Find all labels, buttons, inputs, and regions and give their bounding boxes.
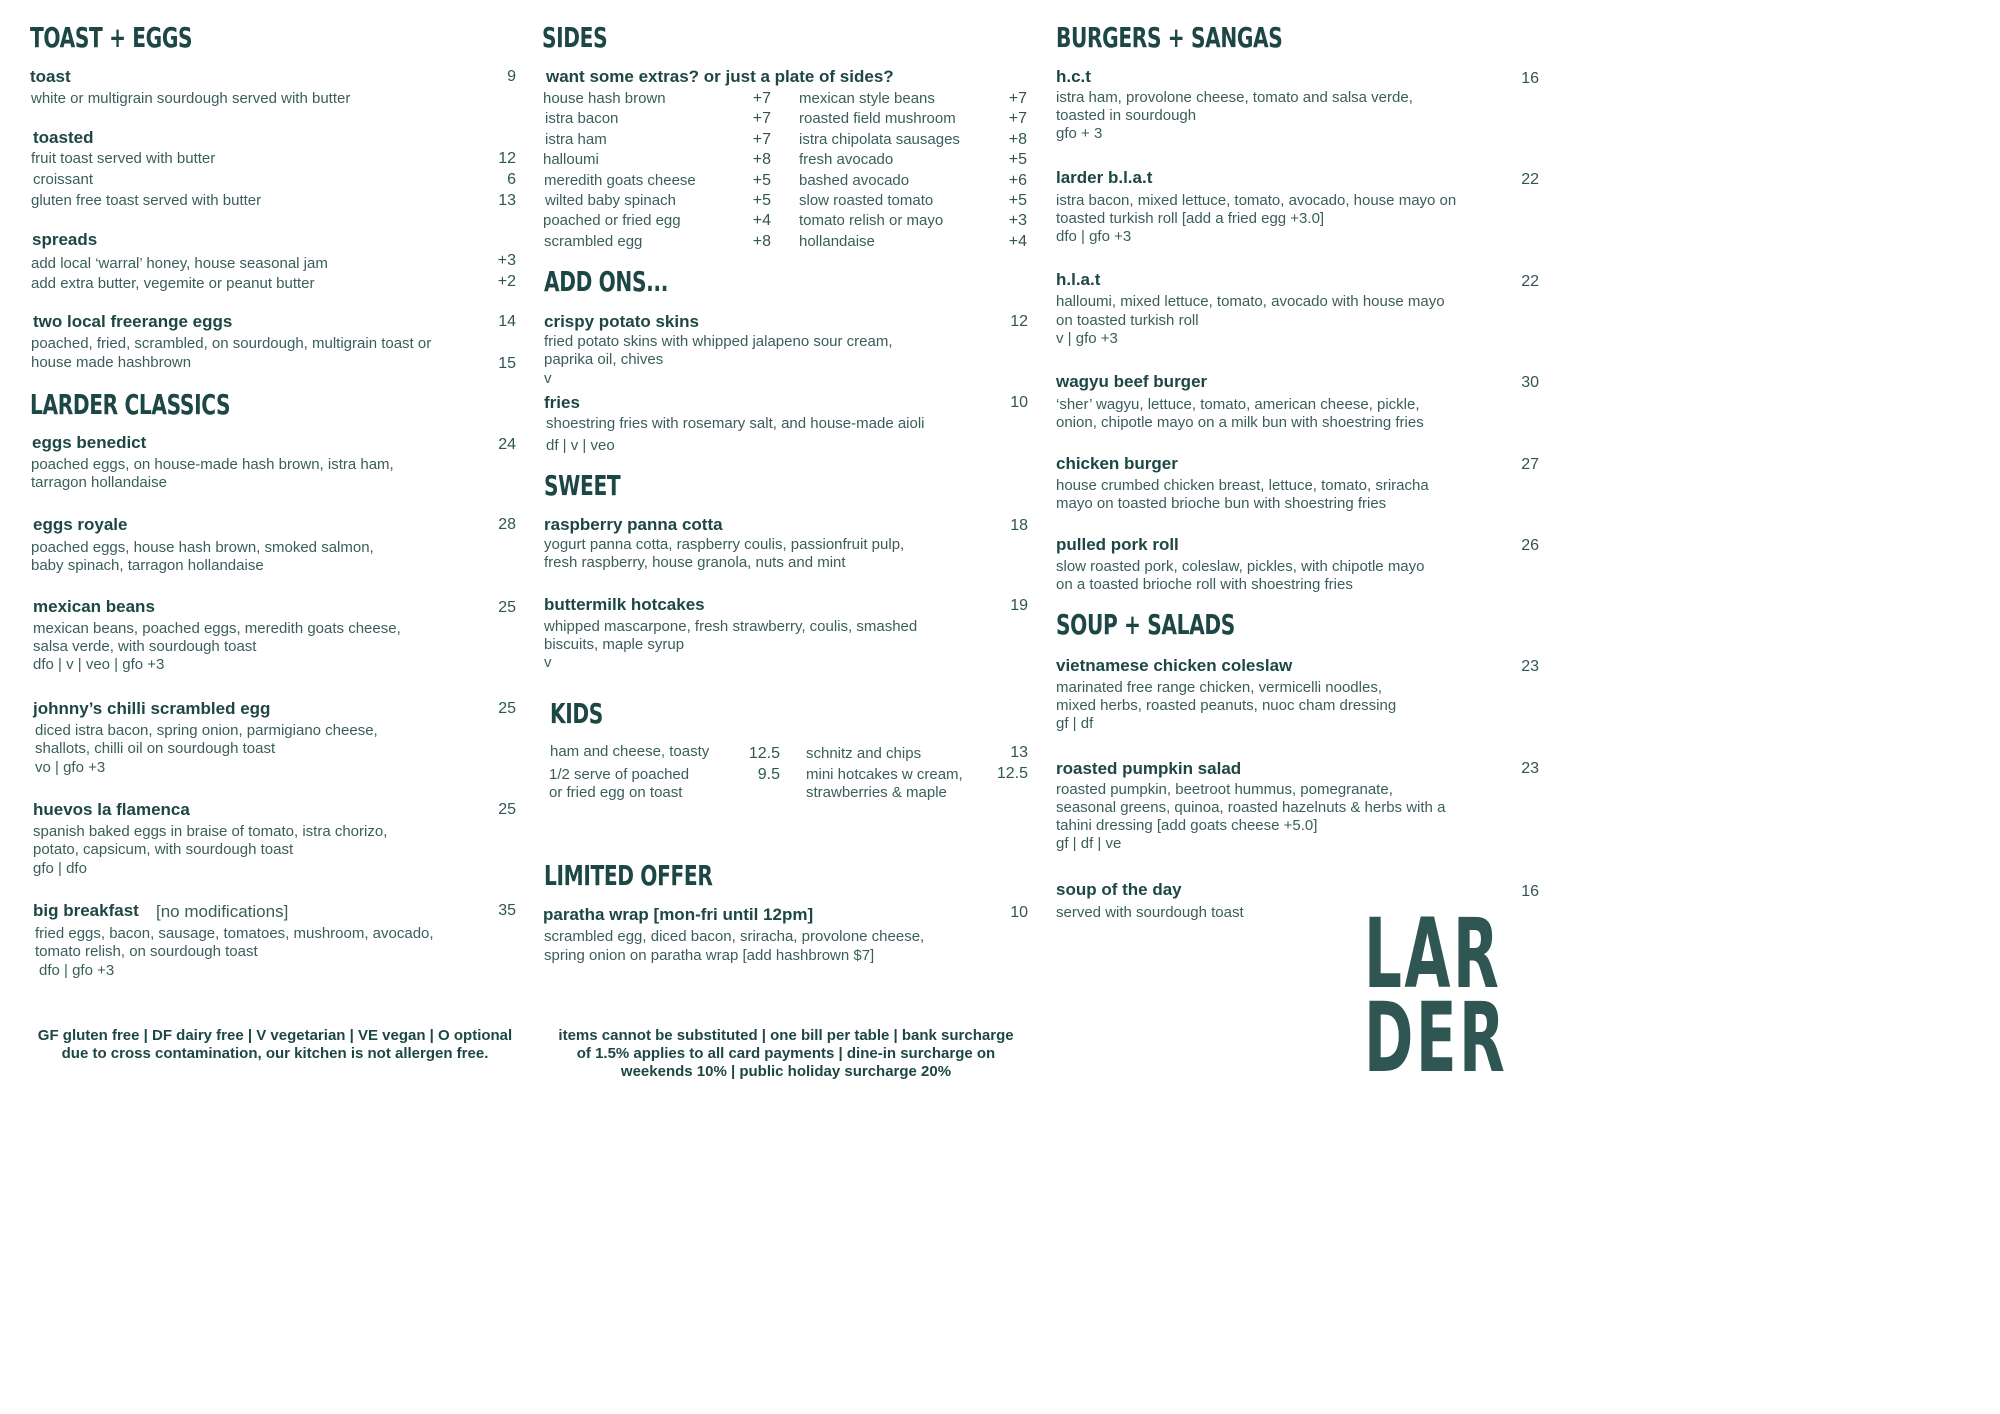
item-tags-potato-skins: v — [544, 370, 552, 387]
side-label: house hash brown — [543, 90, 666, 107]
item-desc-paratha-wrap: spring onion on paratha wrap [add hashbrown $7] — [544, 947, 875, 964]
item-desc-benedict: tarragon hollandaise — [31, 474, 167, 491]
item-desc-chilli-egg: diced istra bacon, spring onion, parmigiano cheese, — [35, 722, 378, 739]
side-price: +3 — [1008, 212, 1027, 230]
side-row — [799, 172, 1029, 192]
side-price: +8 — [752, 151, 771, 169]
side-price: +5 — [1008, 151, 1027, 169]
footer-line: of 1.5% applies to all card payments | dine-in surcharge on — [576, 1045, 996, 1062]
sides-list-left — [543, 90, 775, 253]
item-desc-big-breakfast: tomato relish, on sourdough toast — [35, 943, 258, 960]
item-desc-potato-skins: paprika oil, chives — [544, 351, 664, 368]
footer-line: items cannot be substituted | one bill per table | bank surcharge — [558, 1027, 1014, 1044]
item-price-hct: 16 — [1521, 70, 1539, 87]
item-price-huevos: 25 — [498, 801, 516, 818]
kids-item-label: 1/2 serve of poached — [549, 766, 690, 783]
item-tags-blat: dfo | gfo +3 — [1056, 228, 1132, 245]
item-price-fries: 10 — [1010, 394, 1028, 411]
side-label: tomato relish or mayo — [799, 212, 944, 230]
side-label: meredith goats cheese — [544, 171, 696, 189]
item-price-big-breakfast: 35 — [498, 902, 516, 919]
side-label: halloumi — [543, 151, 599, 169]
item-desc-wagyu: onion, chipotle mayo on a milk bun with shoestring fries — [1056, 414, 1424, 431]
item-price-chicken-burger: 27 — [1521, 456, 1539, 473]
item-desc-pulled-pork: on a toasted brioche roll with shoestring fries — [1056, 576, 1353, 593]
item-name-coleslaw: vietnamese chicken coleslaw — [1056, 656, 1293, 675]
item-desc-pumpkin-salad: tahini dressing [add goats cheese +5.0] — [1056, 817, 1318, 834]
item-desc-benedict: poached eggs, on house-made hash brown, istra ham, — [31, 456, 394, 473]
side-label: istra ham — [545, 130, 607, 148]
kids-item-price: 13 — [1010, 744, 1028, 761]
side-row — [799, 90, 1029, 110]
item-price-eggs-alt: 15 — [498, 355, 516, 372]
toasted-row-price: 12 — [498, 150, 516, 167]
item-name-chicken-burger: chicken burger — [1056, 454, 1178, 473]
item-name-toast: toast — [30, 67, 71, 86]
side-label: scrambled egg — [544, 232, 643, 250]
item-name-royale: eggs royale — [33, 515, 128, 534]
item-tags-chilli-egg: vo | gfo +3 — [35, 759, 106, 776]
item-name-huevos: huevos la flamenca — [33, 800, 190, 819]
item-name-fries: fries — [544, 393, 580, 412]
section-title-add-ons: ADD ONS... — [544, 265, 668, 298]
item-price-potato-skins: 12 — [1010, 313, 1028, 330]
item-price-eggs: 14 — [498, 313, 516, 330]
item-tags-hct: gfo + 3 — [1056, 125, 1103, 142]
side-label: istra chipolata sausages — [799, 130, 960, 148]
footer-line: due to cross contamination, our kitchen is not allergen free. — [61, 1045, 489, 1062]
side-label: hollandaise — [799, 232, 875, 250]
side-label: roasted field mushroom — [799, 110, 956, 128]
item-desc-coleslaw: marinated free range chicken, vermicelli noodles, — [1056, 679, 1382, 696]
item-name-wagyu: wagyu beef burger — [1056, 372, 1208, 391]
item-desc-hlat: halloumi, mixed lettuce, tomato, avocado with house mayo — [1056, 293, 1445, 310]
item-price-soup: 16 — [1521, 883, 1539, 900]
spreads-row-price: +3 — [497, 252, 516, 269]
toasted-row-label: croissant — [33, 171, 94, 188]
item-price-royale: 28 — [498, 516, 516, 533]
item-tags-pumpkin-salad: gf | df | ve — [1056, 835, 1122, 852]
side-row — [799, 233, 1029, 253]
item-price-panna-cotta: 18 — [1010, 517, 1028, 534]
item-name-soup: soup of the day — [1056, 880, 1182, 899]
side-row — [543, 90, 775, 110]
item-desc-toast: white or multigrain sourdough served with butter — [31, 90, 351, 107]
item-tags-huevos: gfo | dfo — [33, 860, 87, 877]
item-name-mexican-beans: mexican beans — [33, 597, 155, 616]
toasted-row-price: 13 — [498, 192, 516, 209]
side-price: +4 — [1008, 232, 1027, 250]
item-price-mexican-beans: 25 — [498, 599, 516, 616]
item-tags-fries: df | v | veo — [546, 437, 615, 454]
kids-item-price: 12.5 — [996, 765, 1028, 782]
side-price: +6 — [1008, 171, 1027, 189]
item-price-chilli-egg: 25 — [498, 700, 516, 717]
toasted-row-price: 6 — [507, 171, 516, 188]
item-name-pumpkin-salad: roasted pumpkin salad — [1056, 759, 1242, 778]
kids-item-label: or fried egg on toast — [549, 784, 683, 801]
item-name-benedict: eggs benedict — [32, 433, 147, 452]
item-desc-pumpkin-salad: roasted pumpkin, beetroot hummus, pomegranate, — [1056, 781, 1393, 798]
item-desc-royale: baby spinach, tarragon hollandaise — [31, 557, 264, 574]
side-row — [543, 192, 775, 212]
item-price-paratha-wrap: 10 — [1010, 904, 1028, 921]
side-label: istra bacon — [545, 110, 619, 128]
item-price-pumpkin-salad: 23 — [1521, 760, 1539, 777]
side-row — [799, 151, 1029, 171]
item-price-pulled-pork: 26 — [1521, 537, 1539, 554]
item-price-hlat: 22 — [1521, 273, 1539, 290]
item-desc-big-breakfast: fried eggs, bacon, sausage, tomatoes, mushroom, avocado, — [35, 925, 434, 942]
item-name-hotcakes: buttermilk hotcakes — [544, 595, 705, 614]
item-price-coleslaw: 23 — [1521, 658, 1539, 675]
item-desc-chicken-burger: mayo on toasted brioche bun with shoestring fries — [1056, 495, 1387, 512]
item-desc-panna-cotta: fresh raspberry, house granola, nuts and mint — [544, 554, 846, 571]
side-label: bashed avocado — [799, 171, 910, 189]
item-note-big-breakfast: [no modifications] — [156, 902, 289, 921]
item-price-hotcakes: 19 — [1010, 597, 1028, 614]
section-title-sides: SIDES — [542, 21, 608, 54]
item-desc-huevos: spanish baked eggs in braise of tomato, istra chorizo, — [33, 823, 388, 840]
item-desc-hct: toasted in sourdough — [1056, 107, 1197, 124]
item-desc-fries: shoestring fries with rosemary salt, and house-made aioli — [546, 415, 925, 432]
toasted-row-label: gluten free toast served with butter — [31, 192, 262, 209]
item-desc-paratha-wrap: scrambled egg, diced bacon, sriracha, provolone cheese, — [544, 928, 925, 945]
side-row — [543, 233, 775, 253]
item-tags-mexican-beans: dfo | v | veo | gfo +3 — [33, 656, 165, 673]
item-name-toasted: toasted — [33, 128, 94, 147]
item-price-toast: 9 — [507, 68, 516, 85]
side-row — [543, 151, 775, 171]
item-desc-chicken-burger: house crumbed chicken breast, lettuce, tomato, sriracha — [1056, 477, 1429, 494]
item-desc-eggs: house made hashbrown — [31, 354, 192, 371]
side-price: +7 — [1008, 110, 1027, 128]
side-row — [799, 131, 1029, 151]
kids-item-price: 9.5 — [757, 766, 780, 783]
section-title-limited-offer: LIMITED OFFER — [544, 859, 713, 892]
footer-line: weekends 10% | public holiday surcharge 20% — [620, 1063, 952, 1080]
section-title-larder-classics: LARDER CLASSICS — [30, 388, 231, 421]
side-price: +5 — [1008, 191, 1027, 209]
side-row — [543, 172, 775, 192]
item-name-eggs: two local freerange eggs — [33, 312, 233, 331]
item-desc-hlat: on toasted turkish roll — [1056, 312, 1199, 329]
item-desc-panna-cotta: yogurt panna cotta, raspberry coulis, passionfruit pulp, — [544, 536, 905, 553]
kids-item-label: ham and cheese, toasty — [550, 743, 710, 760]
item-name-hlat: h.l.a.t — [1056, 270, 1101, 289]
kids-item-label: mini hotcakes w cream, — [806, 766, 963, 783]
item-desc-royale: poached eggs, house hash brown, smoked salmon, — [31, 539, 374, 556]
item-desc-hct: istra ham, provolone cheese, tomato and salsa verde, — [1056, 89, 1413, 106]
side-label: slow roasted tomato — [799, 191, 934, 209]
spreads-row-price: +2 — [497, 273, 516, 290]
item-name-blat: larder b.l.a.t — [1056, 168, 1153, 187]
item-desc-mexican-beans: salsa verde, with sourdough toast — [33, 638, 257, 655]
item-desc-blat: istra bacon, mixed lettuce, tomato, avocado, house mayo on — [1056, 192, 1457, 209]
item-desc-soup: served with sourdough toast — [1056, 904, 1244, 921]
item-desc-coleslaw: mixed herbs, roasted peanuts, nuoc cham dressing — [1056, 697, 1397, 714]
kids-item-price: 12.5 — [748, 745, 780, 762]
logo-line-2: DER — [1364, 982, 1508, 1094]
item-name-hct: h.c.t — [1056, 67, 1091, 86]
footer-line: GF gluten free | DF dairy free | V vegetarian | VE vegan | O optional — [37, 1027, 513, 1044]
section-title-kids: KIDS — [550, 697, 603, 730]
kids-item-label: strawberries & maple — [806, 784, 947, 801]
side-price: +7 — [752, 130, 771, 148]
side-label: poached or fried egg — [543, 212, 681, 230]
item-desc-pumpkin-salad: seasonal greens, quinoa, roasted hazelnuts & herbs with a — [1056, 799, 1446, 816]
item-price-wagyu: 30 — [1521, 374, 1539, 391]
side-row — [543, 110, 775, 130]
sides-subtitle: want some extras? or just a plate of sides? — [546, 67, 894, 86]
spreads-row-label: add extra butter, vegemite or peanut butter — [31, 275, 315, 292]
logo-line-1: LAR — [1364, 898, 1502, 1010]
side-price: +7 — [1008, 90, 1027, 107]
section-title-burgers-sangas: BURGERS + SANGAS — [1056, 21, 1283, 54]
item-name-spreads: spreads — [32, 230, 98, 249]
item-desc-chilli-egg: shallots, chilli oil on sourdough toast — [35, 740, 276, 757]
section-title-sweet: SWEET — [544, 469, 621, 502]
item-desc-eggs: poached, fried, scrambled, on sourdough, multigrain toast or — [31, 335, 432, 352]
item-desc-wagyu: ‘sher’ wagyu, lettuce, tomato, american cheese, pickle, — [1056, 396, 1420, 413]
side-price: +7 — [752, 90, 771, 107]
footer-policies — [535, 1027, 1037, 1081]
side-label: fresh avocado — [799, 151, 894, 169]
side-row — [799, 110, 1029, 130]
side-row — [543, 212, 775, 232]
item-desc-huevos: potato, capsicum, with sourdough toast — [33, 841, 294, 858]
item-tags-big-breakfast: dfo | gfo +3 — [39, 962, 115, 979]
item-desc-mexican-beans: mexican beans, poached eggs, meredith goats cheese, — [33, 620, 401, 637]
kids-item-label: schnitz and chips — [806, 745, 922, 762]
item-price-benedict: 24 — [498, 436, 516, 453]
sides-list-right — [799, 90, 1029, 253]
item-desc-hotcakes: whipped mascarpone, fresh strawberry, coulis, smashed — [544, 618, 918, 635]
item-name-pulled-pork: pulled pork roll — [1056, 535, 1179, 554]
side-row — [799, 192, 1029, 212]
item-name-paratha-wrap: paratha wrap [mon-fri until 12pm] — [543, 905, 814, 924]
side-row — [543, 131, 775, 151]
footer-dietary-legend — [20, 1027, 530, 1063]
spreads-row-label: add local ‘warral’ honey, house seasonal jam — [31, 255, 328, 272]
item-tags-coleslaw: gf | df — [1056, 715, 1094, 732]
item-desc-hotcakes: biscuits, maple syrup — [544, 636, 685, 653]
side-price: +7 — [752, 110, 771, 128]
item-desc-blat: toasted turkish roll [add a fried egg +3.0] — [1056, 210, 1325, 227]
item-name-big-breakfast: big breakfast — [33, 901, 139, 920]
item-name-panna-cotta: raspberry panna cotta — [544, 515, 723, 534]
larder-logo — [1364, 898, 1508, 1094]
side-price: +5 — [752, 191, 771, 209]
section-title-toast-eggs: TOAST + EGGS — [30, 21, 193, 54]
side-price: +4 — [752, 212, 771, 230]
item-price-blat: 22 — [1521, 171, 1539, 188]
toasted-row-label: fruit toast served with butter — [31, 150, 216, 167]
item-tags-hotcakes: v — [544, 654, 552, 671]
item-desc-pulled-pork: slow roasted pork, coleslaw, pickles, with chipotle mayo — [1056, 558, 1425, 575]
item-tags-hlat: v | gfo +3 — [1056, 330, 1118, 347]
section-title-soup-salads: SOUP + SALADS — [1056, 608, 1235, 641]
side-label: wilted baby spinach — [545, 191, 676, 209]
side-price: +8 — [752, 232, 771, 250]
side-label: mexican style beans — [799, 90, 935, 107]
item-name-potato-skins: crispy potato skins — [544, 312, 699, 331]
item-name-chilli-egg: johnny’s chilli scrambled egg — [33, 699, 271, 718]
side-row — [799, 212, 1029, 232]
side-price: +8 — [1008, 130, 1027, 148]
side-price: +5 — [752, 171, 771, 189]
item-desc-potato-skins: fried potato skins with whipped jalapeno sour cream, — [544, 333, 893, 350]
